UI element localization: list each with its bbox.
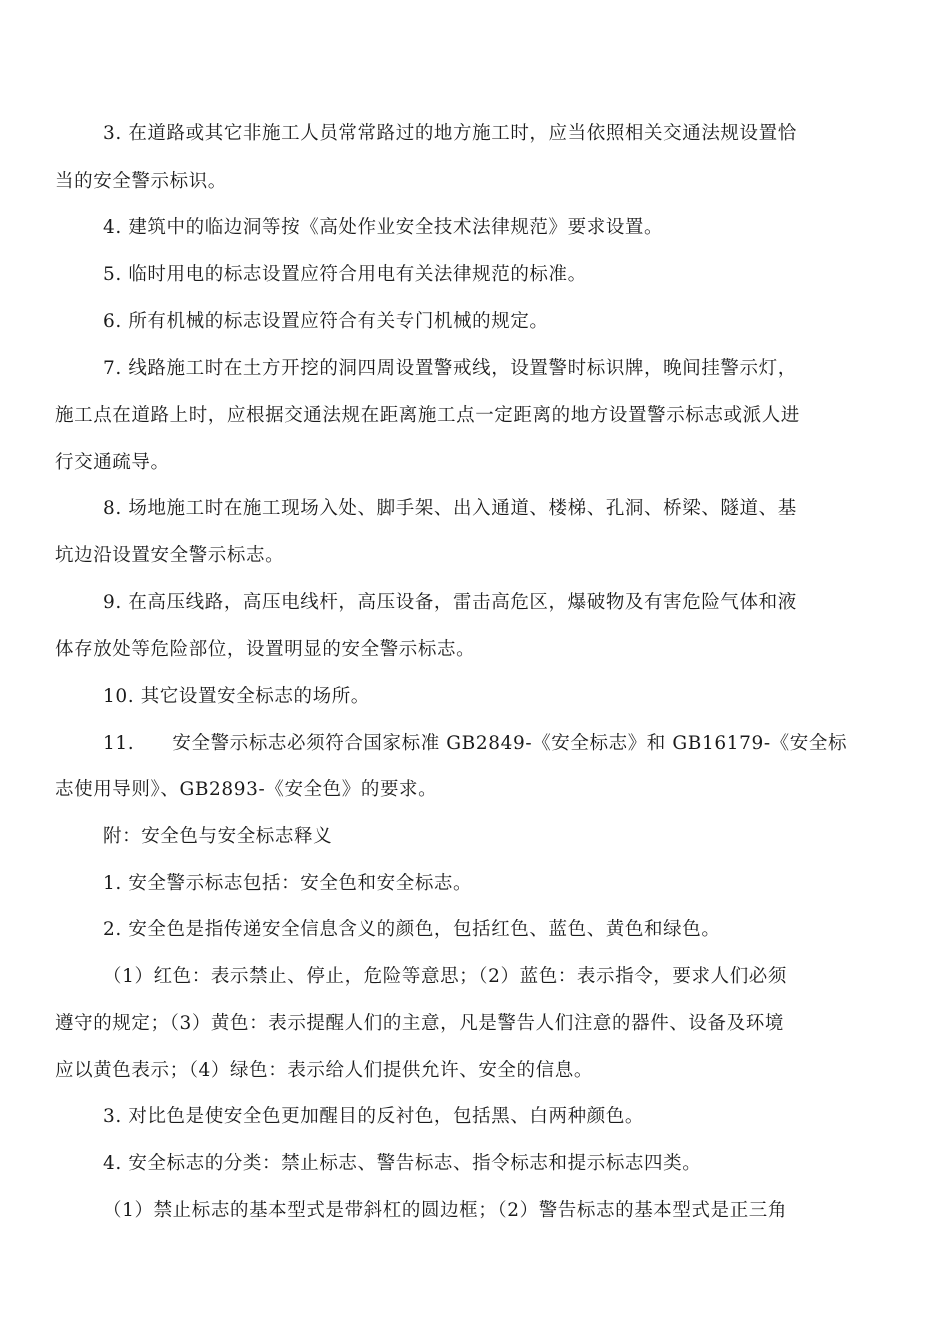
paragraph-11-line-1: 11. 安全警示标志必须符合国家标准 GB2849-《安全标志》和 GB16179-《安全标 (103, 733, 848, 754)
paragraph-9-line-1: 9. 在高压线路，高压电线杆，高压设备，雷击高危区，爆破物及有害危险气体和液 (103, 592, 797, 613)
paragraph-8-line-2: 坑边沿设置安全警示标志。 (55, 545, 285, 566)
paragraph-6: 6. 所有机械的标志设置应符合有关专门机械的规定。 (103, 311, 549, 332)
appendix-heading: 附：安全色与安全标志释义 (103, 826, 333, 847)
paragraph-8-line-1: 8. 场地施工时在施工现场入处、脚手架、出入通道、楼梯、孔洞、桥梁、隧道、基 (103, 498, 797, 519)
appendix-item-1: 1. 安全警示标志包括：安全色和安全标志。 (103, 873, 473, 894)
appendix-item-3: 3. 对比色是使安全色更加醒目的反衬色，包括黑、白两种颜色。 (103, 1106, 645, 1127)
appendix-item-2: 2. 安全色是指传递安全信息含义的颜色，包括红色、蓝色、黄色和绿色。 (103, 919, 721, 940)
paragraph-4: 4. 建筑中的临边洞等按《高处作业安全技术法律规范》要求设置。 (103, 217, 664, 238)
sign-forms-line-1: （1）禁止标志的基本型式是带斜杠的圆边框；（2）警告标志的基本型式是正三角 (103, 1200, 787, 1221)
paragraph-5: 5. 临时用电的标志设置应符合用电有关法律规范的标准。 (103, 264, 587, 285)
paragraph-7-line-1: 7. 线路施工时在土方开挖的洞四周设置警戒线，设置警时标识牌，晚间挂警示灯， (103, 358, 797, 379)
color-meanings-line-3: 应以黄色表示；（4）绿色：表示给人们提供允许、安全的信息。 (55, 1060, 593, 1081)
color-meanings-line-2: 遵守的规定；（3）黄色：表示提醒人们的主意，凡是警告人们注意的器件、设备及环境 (55, 1013, 784, 1034)
paragraph-7-line-3: 行交通疏导。 (55, 452, 170, 473)
color-meanings-line-1: （1）红色：表示禁止、停止，危险等意思；（2）蓝色：表示指令，要求人们必须 (103, 966, 787, 987)
paragraph-10: 10. 其它设置安全标志的场所。 (103, 686, 370, 707)
appendix-item-4: 4. 安全标志的分类：禁止标志、警告标志、指令标志和提示标志四类。 (103, 1153, 702, 1174)
paragraph-11-line-2: 志使用导则》、GB2893-《安全色》的要求。 (55, 779, 438, 800)
paragraph-3-line-2: 当的安全警示标识。 (55, 171, 227, 192)
paragraph-7-line-2: 施工点在道路上时，应根据交通法规在距离施工点一定距离的地方设置警示标志或派人进 (55, 405, 800, 426)
paragraph-9-line-2: 体存放处等危险部位，设置明显的安全警示标志。 (55, 639, 476, 660)
paragraph-3-line-1: 3. 在道路或其它非施工人员常常路过的地方施工时，应当依照相关交通法规设置恰 (103, 123, 797, 144)
